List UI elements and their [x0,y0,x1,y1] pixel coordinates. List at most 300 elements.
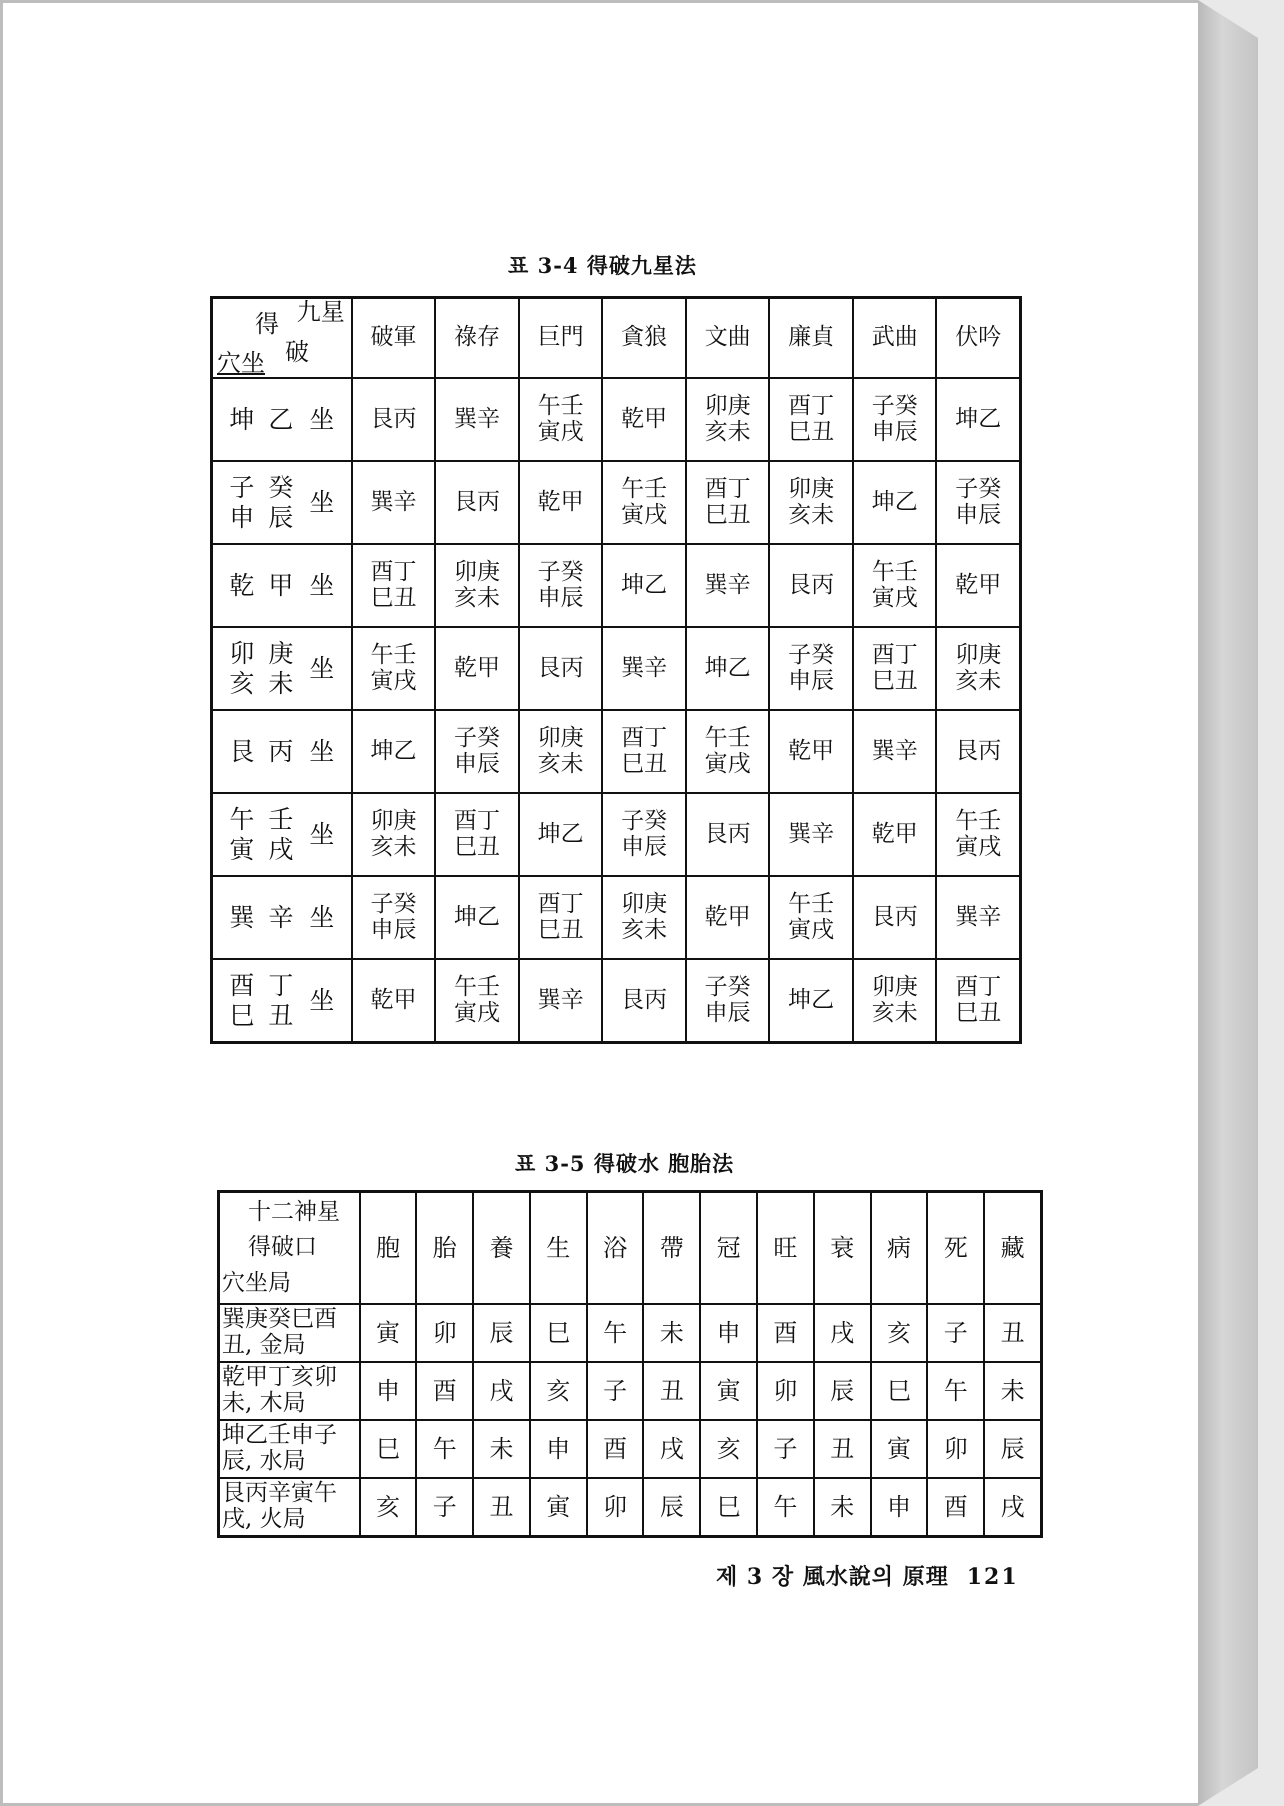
row-header-char: 丙 [268,736,294,766]
table-cell [936,461,1020,544]
cell-line: 艮丙 [537,654,584,681]
cell-line: 巽辛 [955,903,1002,930]
table-cell: 午 [927,1362,984,1420]
cell-line: 子癸 [370,890,417,917]
table-cell: 亥 [360,1478,417,1537]
row-header [219,1478,360,1537]
row-header-char: 艮 [229,736,255,766]
row-header [212,793,352,876]
row-header [212,959,352,1043]
table-cell: 酉 [757,1304,814,1362]
cell-line: 寅戌 [955,833,1002,860]
table-cell [435,461,519,544]
table-cell [853,959,937,1043]
row-header-char: 巽 [229,902,255,932]
table-cell: 亥 [871,1304,928,1362]
row-header-line: 艮丙辛寅午 [222,1480,337,1507]
table-cell [936,378,1020,461]
row-header-char: 午 [229,804,255,834]
column-header: 祿存 [435,298,519,379]
cell-line: 巽辛 [454,405,501,432]
cell-line: 午壬 [621,475,668,502]
table-cell: 辰 [814,1362,871,1420]
table-cell: 酉 [587,1420,644,1478]
cell-line: 申辰 [370,916,417,943]
row-header-suffix: 坐 [309,819,335,849]
row-header [212,876,352,959]
cell-line: 艮丙 [788,571,835,598]
table-cell [602,710,686,793]
row-header-char: 壬 [268,804,294,834]
table-cell [936,710,1020,793]
cell-line: 巽辛 [537,986,584,1013]
table-cell [435,959,519,1043]
table-cell: 子 [757,1420,814,1478]
row-header [212,544,352,627]
corner-label: 穴坐局 [222,1269,291,1296]
table-row [219,1478,1042,1537]
cell-line: 卯庚 [871,973,918,1000]
cell-line: 午壬 [537,392,584,419]
row-header-char: 甲 [268,570,294,600]
table-cell: 未 [643,1304,700,1362]
table-cell [769,959,853,1043]
column-header: 藏 [984,1192,1041,1305]
cell-line: 乾甲 [621,405,668,432]
table-row [212,876,1021,959]
cell-line: 申辰 [704,999,751,1026]
row-header-char: 子 [229,472,255,502]
row-header-suffix: 坐 [309,404,335,434]
row-header [212,461,352,544]
table-cell: 酉 [416,1362,473,1420]
column-header: 生 [530,1192,587,1305]
table-cell [769,627,853,710]
table-row [212,544,1021,627]
table-cell [352,544,436,627]
cell-line: 乾甲 [955,571,1002,598]
cell-line: 亥未 [537,750,584,777]
cell-line: 亥未 [871,999,918,1026]
cell-line: 坤乙 [871,488,918,515]
column-header: 冠 [700,1192,757,1305]
table-cell: 午 [416,1420,473,1478]
table-cell: 子 [927,1304,984,1362]
row-header-content [213,972,351,1030]
table-cell: 酉 [927,1478,984,1537]
cell-line: 巽辛 [621,654,668,681]
row-header-suffix: 坐 [309,570,335,600]
row-header-line: 辰, 水局 [222,1448,306,1474]
row-header-char: 寅 [229,834,255,864]
cell-line: 午壬 [454,973,501,1000]
row-header-content [213,738,351,766]
cell-line: 寅戌 [871,584,918,611]
table-cell: 寅 [530,1478,587,1537]
table-cell [686,959,770,1043]
row-header [219,1362,360,1420]
cell-line: 寅戌 [370,667,417,694]
column-header: 廉貞 [769,298,853,379]
column-header: 貪狼 [602,298,686,379]
table-cell [435,378,519,461]
cell-line: 子癸 [537,558,584,585]
row-header-char: 丑 [268,1000,294,1030]
row-header-line: 戌, 火局 [222,1506,306,1532]
table-cell: 戌 [643,1420,700,1478]
table-cell: 巳 [530,1304,587,1362]
table-cell [853,461,937,544]
cell-line: 酉丁 [454,807,501,834]
cell-line: 乾甲 [871,820,918,847]
cell-line: 卯庚 [621,890,668,917]
cell-line: 巽辛 [871,737,918,764]
table-cell [936,876,1020,959]
cell-line: 子癸 [621,807,668,834]
cell-line: 坤乙 [454,903,501,930]
page-footer [716,1560,1019,1591]
table-cell [602,793,686,876]
row-header-char: 乾 [229,570,255,600]
cell-line: 卯庚 [454,558,501,585]
table-cell: 寅 [700,1362,757,1420]
cell-line: 亥未 [788,501,835,528]
table-3-4-caption: 표 3-4 得破九星法 [508,253,697,278]
cell-line: 酉丁 [704,475,751,502]
row-header-line: 坤乙壬申子 [222,1422,337,1449]
cell-line: 寅戌 [704,750,751,777]
table-cell [769,793,853,876]
table-cell: 未 [814,1478,871,1537]
row-header [219,1304,360,1362]
table-cell [352,959,436,1043]
cell-line: 坤乙 [955,405,1002,432]
corner-cell [219,1192,360,1305]
table-cell [686,461,770,544]
table-cell [352,793,436,876]
table-cell [602,876,686,959]
table-cell [936,544,1020,627]
row-header-chars [229,972,293,1030]
column-header: 養 [473,1192,530,1305]
table-cell [686,544,770,627]
row-header-content [213,474,351,532]
table-cell [435,544,519,627]
cell-line: 乾甲 [537,488,584,515]
table-cell: 巳 [360,1420,417,1478]
row-header-char: 申 [229,502,255,532]
row-header-char: 丁 [268,970,294,1000]
row-header [212,710,352,793]
row-header-char: 庚 [268,638,294,668]
corner-label: 破 [285,338,309,366]
table-cell: 卯 [587,1478,644,1537]
cell-line: 申辰 [621,833,668,860]
cell-line: 卯庚 [704,392,751,419]
table-cell: 丑 [814,1420,871,1478]
cell-line: 巳丑 [370,584,417,611]
column-header: 武曲 [853,298,937,379]
row-header-suffix: 坐 [309,653,335,683]
row-header-char: 未 [268,668,294,698]
cell-line: 艮丙 [454,488,501,515]
table-cell: 寅 [871,1420,928,1478]
cell-line: 卯庚 [788,475,835,502]
table-cell: 子 [587,1362,644,1420]
row-header [219,1420,360,1478]
table-cell [769,461,853,544]
cell-line: 艮丙 [704,820,751,847]
row-header-content [213,904,351,932]
table-row [219,1362,1042,1420]
row-header-char: 坤 [229,404,255,434]
cell-line: 酉丁 [955,973,1002,1000]
table-row [212,710,1021,793]
table-cell [686,710,770,793]
table-cell: 卯 [927,1420,984,1478]
table-cell: 丑 [984,1304,1041,1362]
cell-line: 申辰 [537,584,584,611]
cell-line: 艮丙 [370,405,417,432]
cell-line: 艮丙 [871,903,918,930]
cell-line: 乾甲 [788,737,835,764]
row-header-content [213,572,351,600]
cell-line: 巽辛 [788,820,835,847]
cell-line: 申辰 [788,667,835,694]
table-cell [435,876,519,959]
row-header-suffix: 坐 [309,985,335,1015]
table-cell: 申 [871,1478,928,1537]
cell-line: 午壬 [788,890,835,917]
cell-line: 寅戌 [788,916,835,943]
row-header-suffix: 坐 [309,902,335,932]
table-cell: 未 [473,1420,530,1478]
table-cell: 卯 [416,1304,473,1362]
table-cell [519,378,603,461]
row-header-char: 戌 [268,834,294,864]
cell-line: 巳丑 [788,418,835,445]
column-header: 衰 [814,1192,871,1305]
row-header-line: 乾甲丁亥卯 [222,1364,337,1391]
table-cell: 未 [984,1362,1041,1420]
row-header-content [213,640,351,698]
row-header-suffix: 坐 [309,736,335,766]
header-row [219,1192,1042,1305]
cell-line: 午壬 [704,724,751,751]
table-cell: 辰 [473,1304,530,1362]
corner-label: 穴坐 [217,349,265,378]
cell-line: 巳丑 [537,916,584,943]
cell-line: 乾甲 [454,654,501,681]
cell-line: 酉丁 [370,558,417,585]
table-cell [686,627,770,710]
table-cell [769,710,853,793]
cell-line: 乾甲 [370,986,417,1013]
row-header [212,627,352,710]
table-cell [352,627,436,710]
table-row [212,461,1021,544]
table-cell: 卯 [757,1362,814,1420]
corner-label: 十二神星 [248,1198,340,1225]
cell-line: 子癸 [955,475,1002,502]
table-cell [519,793,603,876]
corner-label: 得 [255,310,279,338]
table-cell [519,461,603,544]
header-row [212,298,1021,379]
table-cell [352,378,436,461]
table-3-5-caption: 표 3-5 得破水 胞胎法 [515,1151,735,1176]
cell-line: 卯庚 [955,641,1002,668]
table-cell [519,710,603,793]
cell-line: 子癸 [788,641,835,668]
cell-line: 亥未 [621,916,668,943]
chapter-title: 제 3 장 風水說의 原理 [716,1564,949,1590]
table-cell [769,876,853,959]
row-header-char: 酉 [229,970,255,1000]
row-header-line: 巽庚癸巳酉 [222,1306,337,1333]
table-cell [602,378,686,461]
table-row [212,793,1021,876]
cell-line: 酉丁 [871,641,918,668]
corner-label: 九星 [296,298,345,326]
column-header: 病 [871,1192,928,1305]
cell-line: 午壬 [955,807,1002,834]
table-row [212,627,1021,710]
table-cell: 午 [757,1478,814,1537]
table-cell [602,627,686,710]
column-header: 旺 [757,1192,814,1305]
row-header-chars [229,640,293,698]
row-header-chars [229,904,293,932]
cell-line: 巳丑 [621,750,668,777]
column-header: 死 [927,1192,984,1305]
corner-cell [212,298,352,379]
table-cell: 亥 [530,1362,587,1420]
cell-line: 午壬 [871,558,918,585]
table-cell [853,627,937,710]
cell-line: 坤乙 [788,986,835,1013]
cell-line: 子癸 [871,392,918,419]
table-cell [352,876,436,959]
table-row [219,1420,1042,1478]
row-header-content [213,406,351,434]
row-header-chars [229,572,293,600]
cell-line: 亥未 [704,418,751,445]
cell-line: 亥未 [454,584,501,611]
table-cell [602,959,686,1043]
row-header-chars [229,474,293,532]
table-cell [853,793,937,876]
table-cell [352,710,436,793]
cell-line: 巳丑 [704,501,751,528]
table-cell [853,378,937,461]
row-header-line: 未, 木局 [222,1390,306,1416]
table-cell: 戌 [473,1362,530,1420]
table-row [212,959,1021,1043]
column-header: 文曲 [686,298,770,379]
row-header-char: 癸 [268,472,294,502]
cell-line: 巳丑 [871,667,918,694]
table-cell [519,627,603,710]
row-header-char: 卯 [229,638,255,668]
table-cell: 戌 [814,1304,871,1362]
row-header-char: 辰 [268,502,294,532]
table-cell [853,544,937,627]
table-cell [769,544,853,627]
table-cell: 丑 [643,1362,700,1420]
column-header: 伏吟 [936,298,1020,379]
table-row [212,378,1021,461]
cell-line: 申辰 [955,501,1002,528]
table-cell: 巳 [700,1478,757,1537]
table-cell [853,710,937,793]
cell-line: 坤乙 [704,654,751,681]
row-header-char: 乙 [268,404,294,434]
cell-line: 艮丙 [955,737,1002,764]
table-cell [769,378,853,461]
cell-line: 巳丑 [955,999,1002,1026]
table-cell [686,876,770,959]
table-cell: 申 [700,1304,757,1362]
table-cell [435,793,519,876]
column-header: 帶 [643,1192,700,1305]
column-header: 破軍 [352,298,436,379]
table-cell [519,876,603,959]
table-cell: 子 [416,1478,473,1537]
table-cell: 寅 [360,1304,417,1362]
table-cell [686,793,770,876]
page-number: 121 [966,1564,1019,1590]
cell-line: 坤乙 [621,571,668,598]
table-cell: 戌 [984,1478,1041,1537]
table-3-5 [217,1190,1043,1538]
table-cell [519,544,603,627]
column-header: 浴 [587,1192,644,1305]
cell-line: 午壬 [370,641,417,668]
cell-line: 申辰 [871,418,918,445]
cell-line: 申辰 [454,750,501,777]
cell-line: 酉丁 [621,724,668,751]
cell-line: 寅戌 [621,501,668,528]
table-cell [352,461,436,544]
cell-line: 亥未 [370,833,417,860]
cell-line: 亥未 [955,667,1002,694]
table-cell: 辰 [643,1478,700,1537]
table-cell [853,876,937,959]
table-cell [435,627,519,710]
cell-line: 艮丙 [621,986,668,1013]
cell-line: 卯庚 [370,807,417,834]
table-row [219,1304,1042,1362]
corner-label: 得破口 [248,1234,317,1261]
row-header-chars [229,738,293,766]
cell-line: 巳丑 [454,833,501,860]
table-cell [519,959,603,1043]
column-header: 巨門 [519,298,603,379]
cell-line: 寅戌 [537,418,584,445]
table-cell: 申 [530,1420,587,1478]
cell-line: 寅戌 [454,999,501,1026]
row-header-chars [229,806,293,864]
cell-line: 子癸 [454,724,501,751]
cell-line: 巽辛 [370,488,417,515]
cell-line: 巽辛 [704,571,751,598]
table-cell: 丑 [473,1478,530,1537]
table-cell [435,710,519,793]
row-header-char: 巳 [229,1000,255,1030]
table-cell: 亥 [700,1420,757,1478]
table-cell [602,461,686,544]
